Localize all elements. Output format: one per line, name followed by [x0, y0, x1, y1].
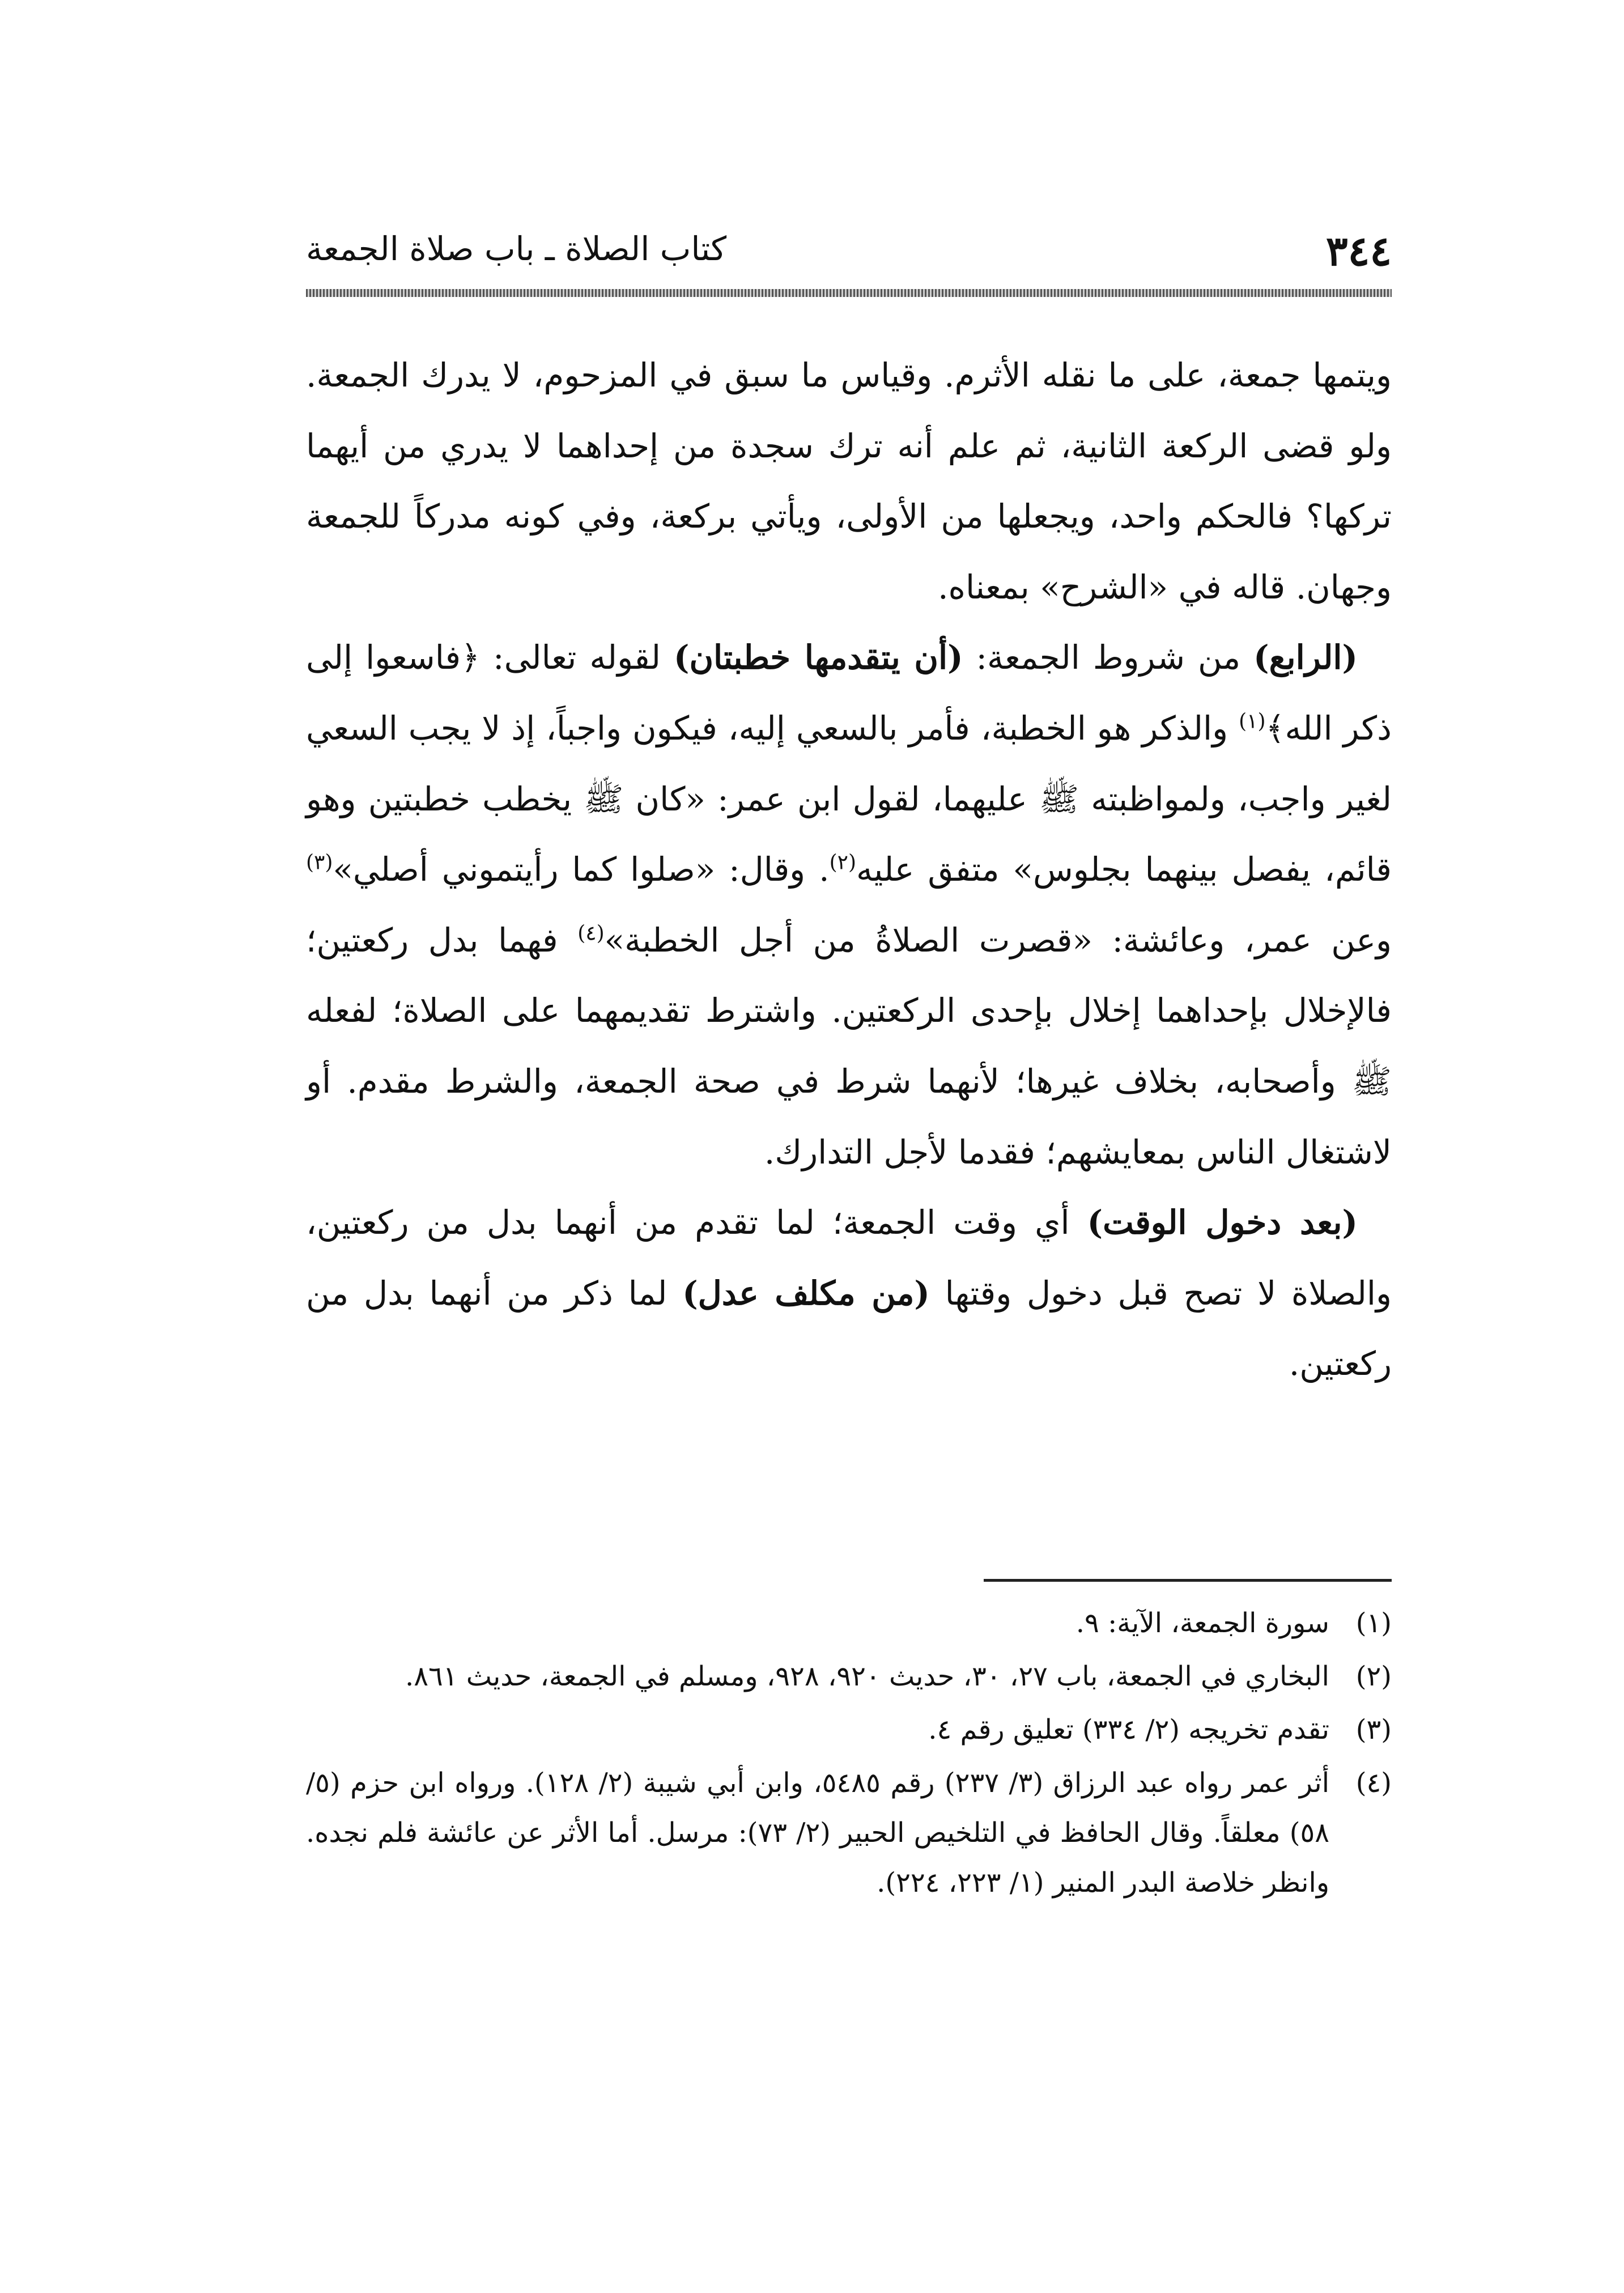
text-run: والذكر هو الخطبة، فأمر بالسعي إليه، فيكون واجباً، إذ لا يجب السعي لغير واجب، ولمواظبته ﷺ عليهما، لقول ابن عمر: «كان ﷺ يخطب خطبتين وهو قائم، يفصل بينهما بجلوس» متفق عليه: [306, 708, 1392, 889]
text-run: من شروط الجمعة:: [963, 638, 1254, 677]
paragraph-3: [306, 1187, 1392, 1399]
footnote-text: أثر عمر رواه عبد الرزاق (٣/ ٢٣٧) رقم ٥٤٨٥، وابن أبي شيبة (٢/ ١٢٨). ورواه ابن حزم (٥/ ٥٨) معلقاً. وقال الحافظ في التلخيص الحبير (٢/ ٧٣): مرسل. أما الأثر عن عائشة فلم نجده. وانظر خلاصة البدر المنير (١/ ٢٢٣، ٢٢٤).: [306, 1767, 1330, 1899]
page-header: [306, 224, 1392, 286]
text-run: وعن عمر، وعائشة: «قصرت الصلاةُ من أجل الخطبة»: [604, 920, 1392, 959]
footnote-number: (٢): [1355, 1661, 1392, 1692]
text-run: . وقال: «صلوا كما رأيتموني أصلي»: [333, 850, 830, 889]
footnote-number: (٣): [1355, 1714, 1392, 1746]
bold-term: (الرابع): [1253, 638, 1358, 677]
paragraph-1: ويتمها جمعة، على ما نقله الأثرم. وقياس ما سبق في المزحوم، لا يدرك الجمعة. ولو قضى الركعة الثانية، ثم علم أنه ترك سجدة من إحداهما لا يدري من أيهما تركها؟ فالحكم واحد، ويجعلها من الأولى، ويأتي بركعة، وفي كونه مدركاً للجمعة وجهان. قاله في «الشرح» بمعناه.: [306, 356, 1392, 606]
main-text: [306, 340, 1392, 1399]
text-run: لقوله تعالى: ﴿فاسعوا إلى ذكر الله﴾: [306, 638, 1392, 748]
text-run: لما ذكر من أنهما بدل من ركعتين.: [306, 1273, 1392, 1383]
footnote-item: [306, 1705, 1392, 1755]
footnote-ref-2[interactable]: (٢): [829, 851, 856, 874]
footnote-item: [306, 1598, 1392, 1648]
footnote-item: [306, 1758, 1392, 1908]
footnote-text: تقدم تخريجه (٢/ ٣٣٤) تعليق رقم ٤.: [928, 1714, 1329, 1746]
footnote-divider: [984, 1579, 1392, 1582]
header-divider: [306, 289, 1392, 297]
footnotes: [306, 1598, 1392, 1911]
footnote-ref-1[interactable]: (١): [1239, 710, 1266, 733]
paragraph-2: [306, 622, 1392, 1187]
footnote-item: [306, 1651, 1392, 1701]
running-title: كتاب الصلاة ـ باب صلاة الجمعة: [306, 230, 727, 268]
footnote-number: (٤): [1355, 1767, 1392, 1799]
bold-term: (من مكلف عدل): [682, 1273, 930, 1313]
footnote-text: سورة الجمعة، الآية: ٩.: [1075, 1607, 1329, 1639]
text-run: أي وقت الجمعة؛ لما تقدم من أنهما بدل من ركعتين، والصلاة لا تصح قبل دخول وقتها: [306, 1203, 1392, 1313]
footnote-number: (١): [1355, 1607, 1392, 1639]
footnote-text: البخاري في الجمعة، باب ٢٧، ٣٠، حديث ٩٢٠، ٩٢٨، ومسلم في الجمعة، حديث ٨٦١.: [405, 1661, 1329, 1692]
text-run: فهما بدل ركعتين؛ فالإخلال بإحداهما إخلال بإحدى الركعتين. واشترط تقديمهما على الصلاة؛ لفعله ﷺ وأصحابه، بخلاف غيرها؛ لأنهما شرط في صحة الجمعة، والشرط مقدم. أو لاشتغال الناس بمعايشهم؛ فقدما لأجل التدارك.: [306, 920, 1392, 1171]
page-number: ٣٤٤: [1325, 227, 1392, 275]
bold-term: (بعد دخول الوقت): [1087, 1203, 1358, 1242]
footnote-ref-4[interactable]: (٤): [577, 922, 605, 945]
bold-term: (أن يتقدمها خطبتان): [674, 638, 963, 677]
footnote-ref-3[interactable]: (٣): [306, 851, 333, 874]
